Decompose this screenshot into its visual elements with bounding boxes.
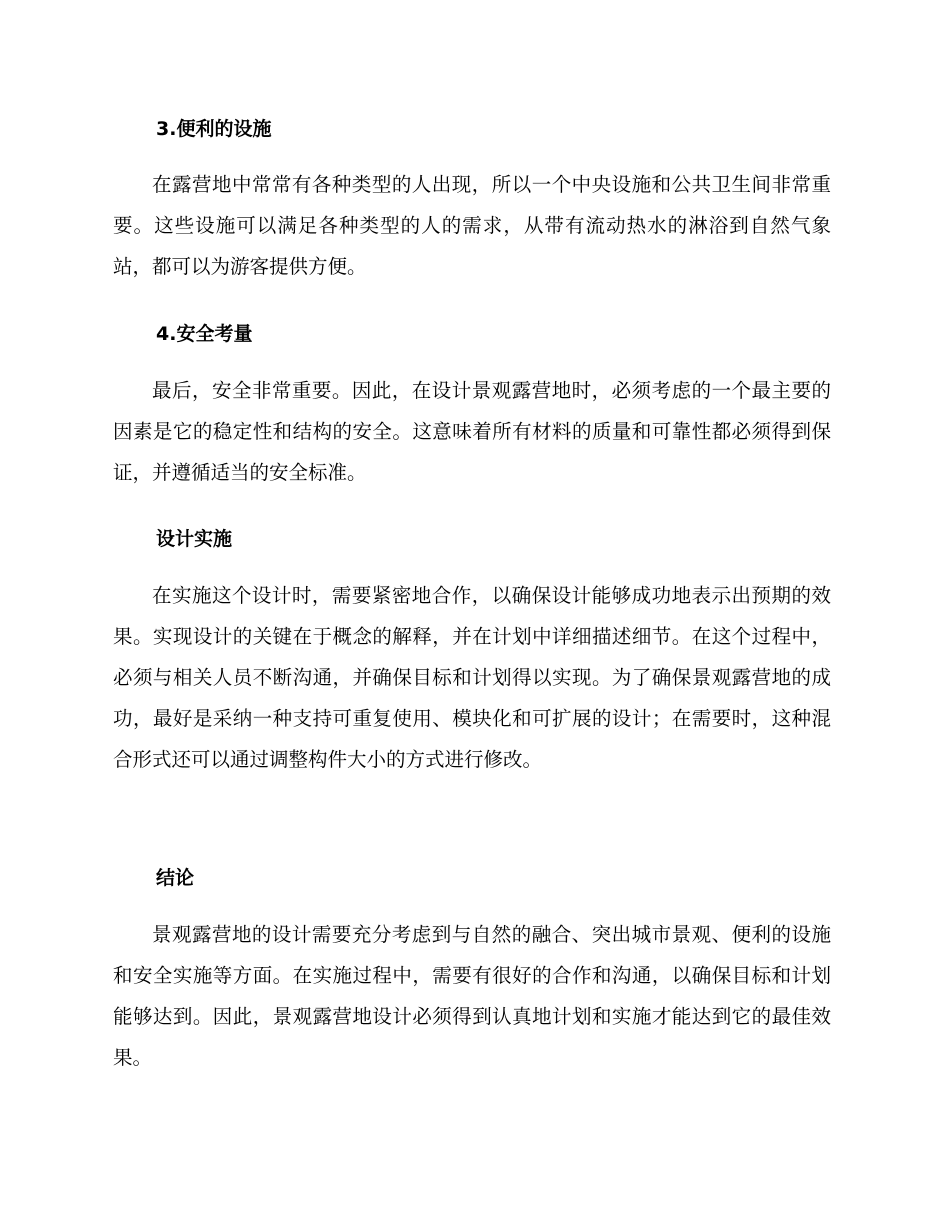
section-body-implementation: 在实施这个设计时，需要紧密地合作，以确保设计能够成功地表示出预期的效果。实现设计的关键在于概念的解释，并在计划中详细描述细节。在这个过程中，必须与相关人员不断沟通，并确保目标和计划得以实现。为了确保景观露营地的成功，最好是采纳一种支持可重复使用、模块化和可扩展的设计；在需要时，这种混合形式还可以通过调整构件大小的方式进行修改。 xyxy=(113,584,831,771)
section-heading-facilities: 3.便利的设施 xyxy=(156,118,272,140)
section-heading-implementation: 设计实施 xyxy=(156,528,233,550)
section-heading-safety: 4.安全考量 xyxy=(156,323,253,345)
section-body-conclusion: 景观露营地的设计需要充分考虑到与自然的融合、突出城市景观、便利的设施和安全实施等方面。在实施过程中，需要有很好的合作和沟通，以确保目标和计划能够达到。因此，景观露营地设计必须得到认真地计划和实施才能达到它的最佳效果。 xyxy=(113,923,831,1069)
section-heading-conclusion: 结论 xyxy=(156,867,195,889)
section-body-safety: 最后，安全非常重要。因此，在设计景观露营地时，必须考虑的一个最主要的因素是它的稳定性和结构的安全。这意味着所有材料的质量和可靠性都必须得到保证，并遵循适当的安全标准。 xyxy=(113,379,831,484)
section-body-facilities: 在露营地中常常有各种类型的人出现，所以一个中央设施和公共卫生间非常重要。这些设施可以满足各种类型的人的需求，从带有流动热水的淋浴到自然气象站，都可以为游客提供方便。 xyxy=(113,173,831,278)
